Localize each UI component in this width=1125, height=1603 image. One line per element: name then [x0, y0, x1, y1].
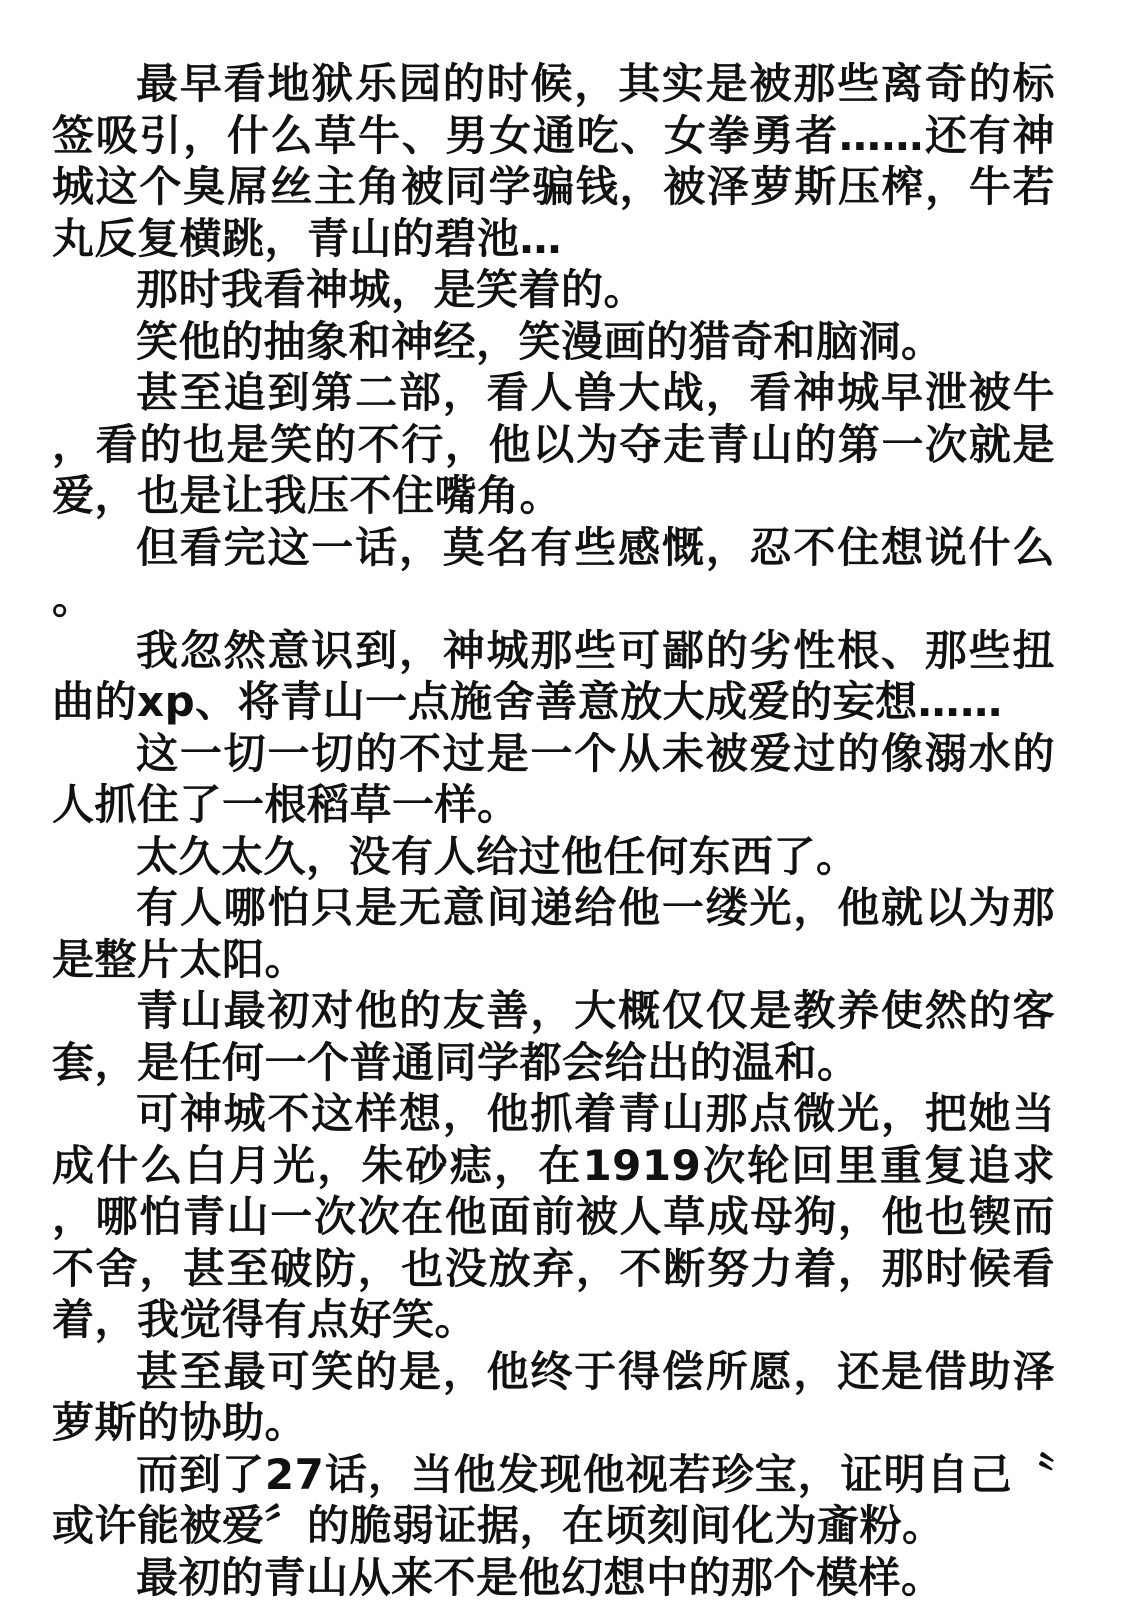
- paragraph-5: 但看完这一话，莫名有些感慨，忍不住想说什么。: [52, 522, 1055, 625]
- paragraph-13: 而到了27话，当他发现他视若珍宝，证明自己〝或许能被爱〞的脆弱证据，在顷刻间化为齑粉。: [52, 1449, 1055, 1552]
- paragraph-3: 笑他的抽象和神经，笑漫画的猎奇和脑洞。: [52, 316, 1055, 368]
- paragraph-11: 可神城不这样想，他抓着青山那点微光，把她当成什么白月光，朱砂痣，在1919次轮回里重复追求，哪怕青山一次次在他面前被人草成母狗，他也锲而不舍，甚至破防，也没放弃，不断努力着，那时候看着，我觉得有点好笑。: [52, 1088, 1055, 1346]
- paragraph-9: 有人哪怕只是无意间递给他一缕光，他就以为那是整片太阳。: [52, 882, 1055, 985]
- paragraph-10: 青山最初对他的友善，大概仅仅是教养使然的客套，是任何一个普通同学都会给出的温和。: [52, 985, 1055, 1088]
- paragraph-14: 最初的青山从来不是他幻想中的那个模样。: [52, 1552, 1055, 1603]
- paragraph-7: 这一切一切的不过是一个从未被爱过的像溺水的人抓住了一根稻草一样。: [52, 728, 1055, 831]
- paragraph-2: 那时我看神城，是笑着的。: [52, 264, 1055, 316]
- paragraph-12: 甚至最可笑的是，他终于得偿所愿，还是借助泽萝斯的协助。: [52, 1346, 1055, 1449]
- paragraph-4: 甚至追到第二部，看人兽大战，看神城早泄被牛，看的也是笑的不行，他以为夺走青山的第一次就是爱，也是让我压不住嘴角。: [52, 367, 1055, 522]
- paragraph-8: 太久太久，没有人给过他任何东西了。: [52, 831, 1055, 883]
- paragraph-1: 最早看地狱乐园的时候，其实是被那些离奇的标签吸引，什么草牛、男女通吃、女拳勇者……还有神城这个臭屌丝主角被同学骗钱，被泽萝斯压榨，牛若丸反复横跳，青山的碧池…: [52, 58, 1055, 264]
- paragraph-6: 我忽然意识到，神城那些可鄙的劣性根、那些扭曲的xp、将青山一点施舍善意放大成爱的妄想……: [52, 625, 1055, 728]
